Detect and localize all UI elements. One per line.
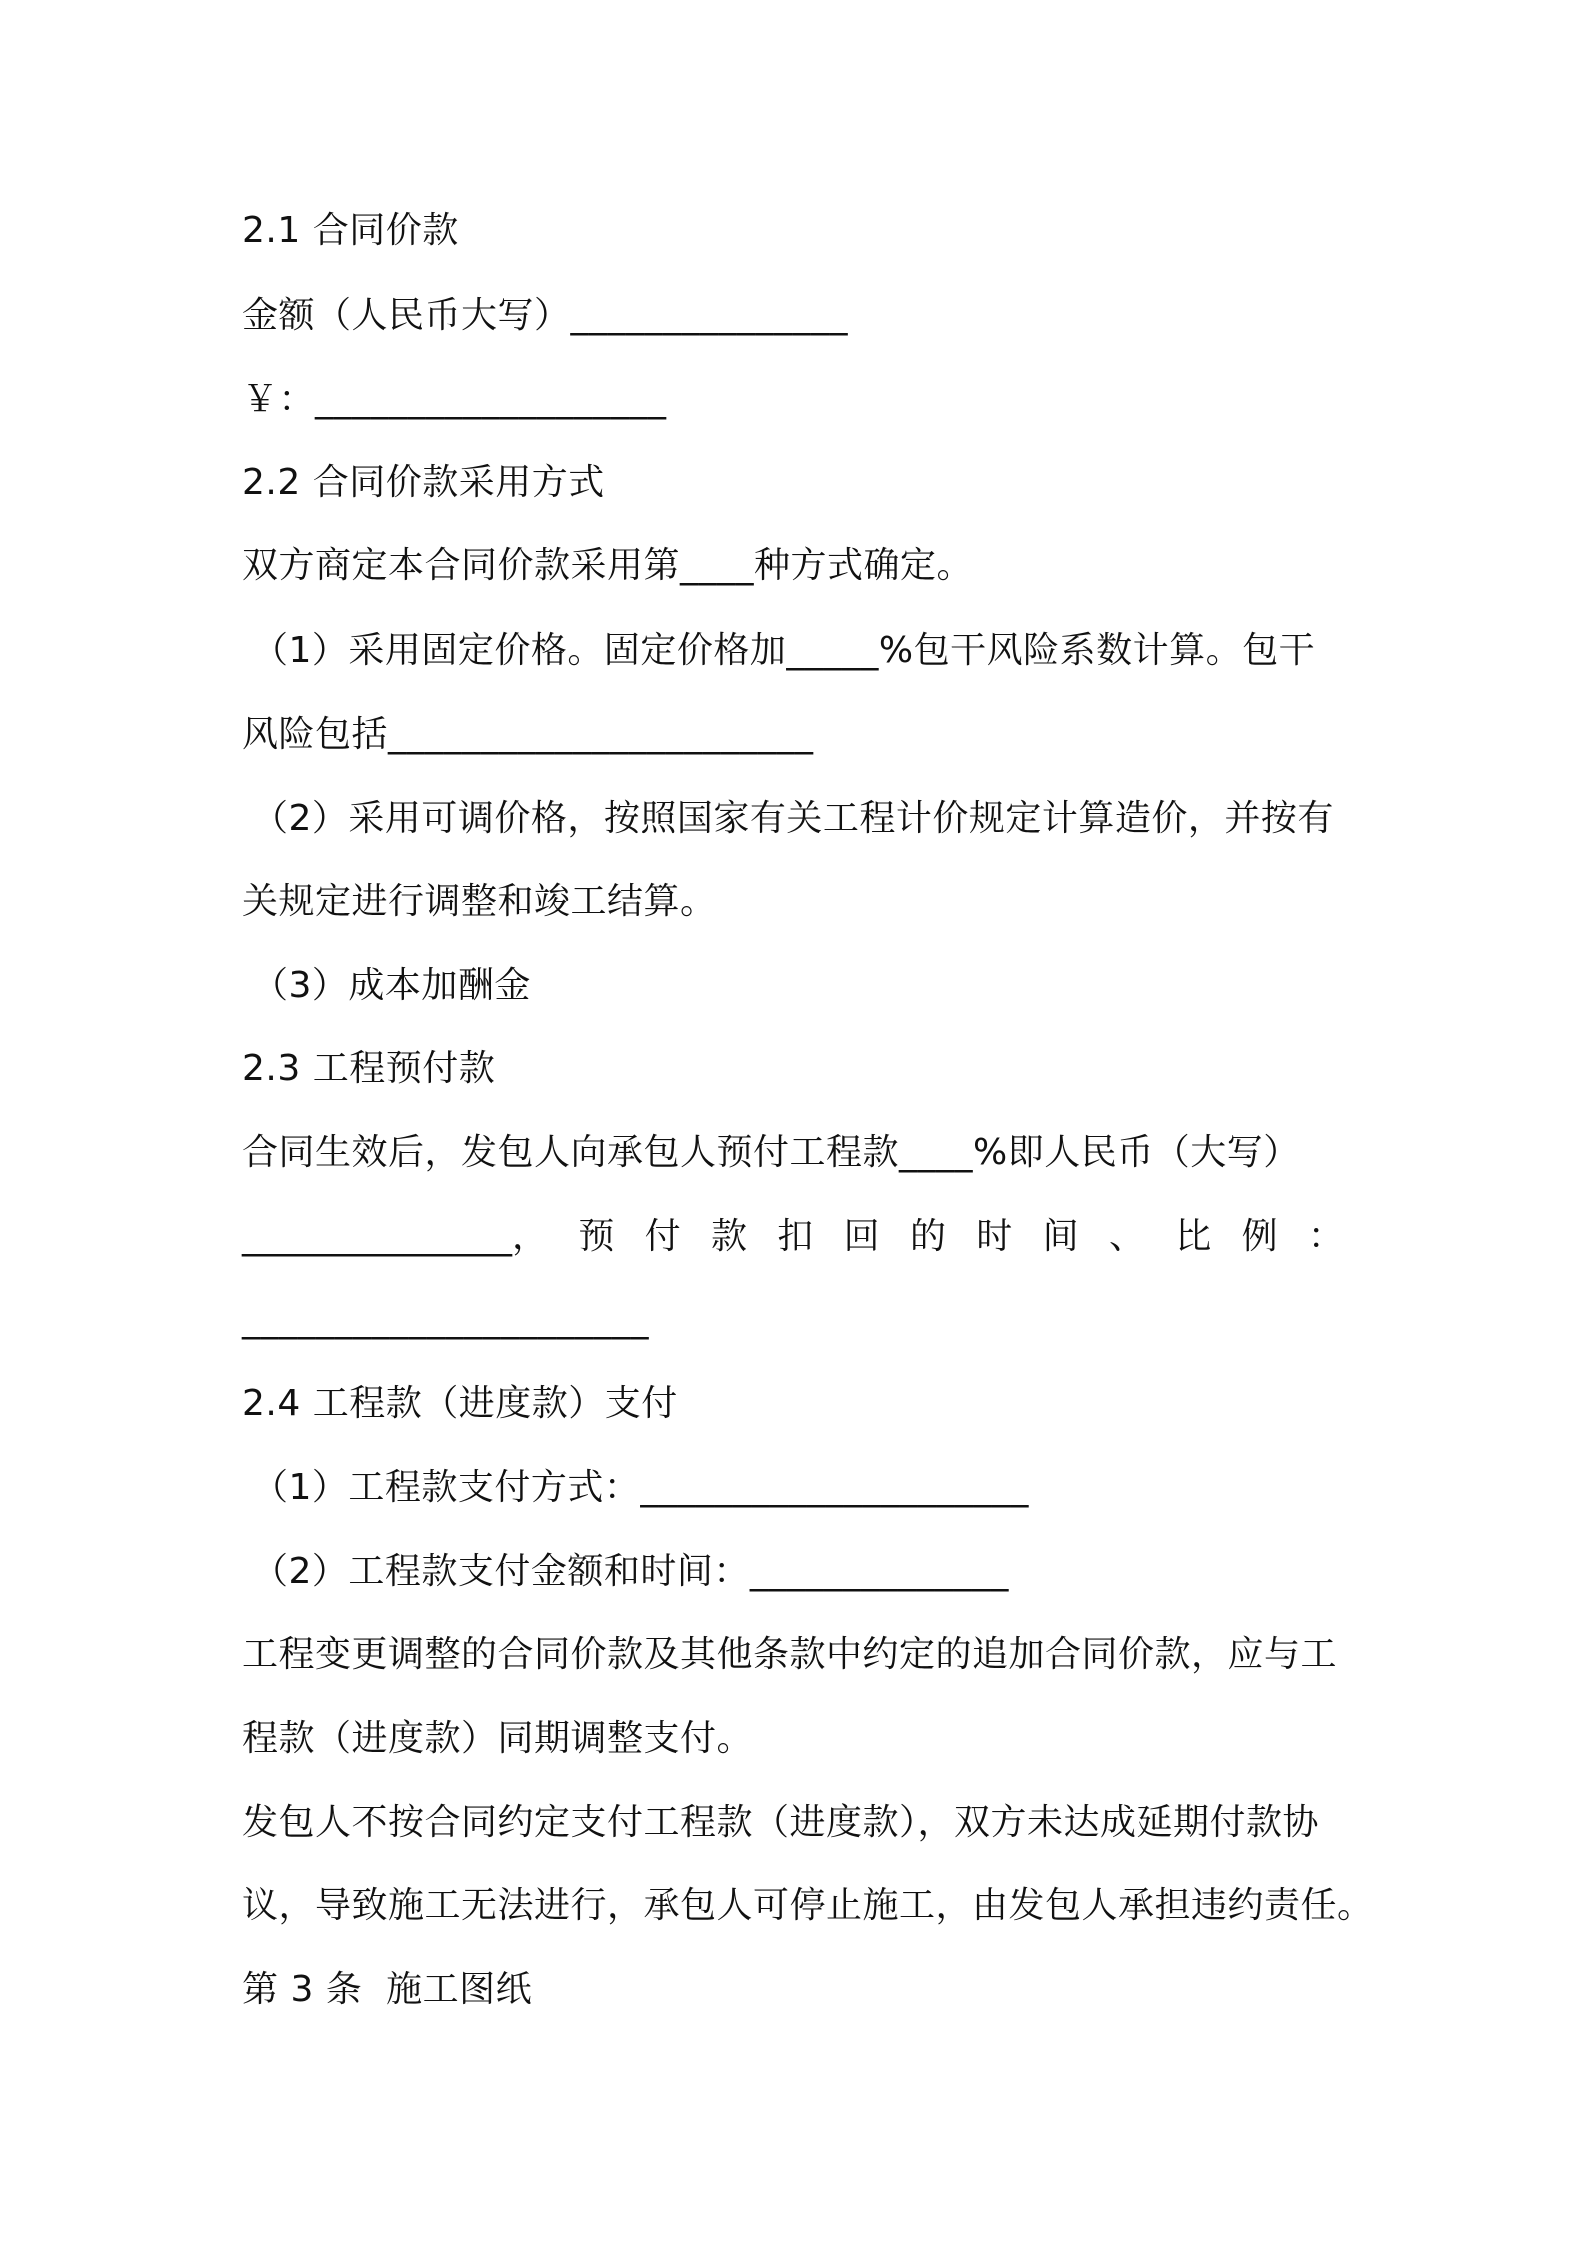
text-char: 预 <box>578 1216 615 1257</box>
payment-method-line: （1）工程款支付方式：_____________________ <box>252 1467 1029 1508</box>
option-2-line: （2）采用可调价格，按照国家有关工程计价规定计算造价，并按有 <box>252 798 1334 839</box>
change-adjustment-cont-line: 程款（进度款）同期调整支付。 <box>242 1718 754 1759</box>
prepayment-line: 合同生效后，发包人向承包人预付工程款____%即人民币（大写） <box>242 1132 1300 1173</box>
text-char: 扣 <box>777 1216 814 1257</box>
default-clause-line: 发包人不按合同约定支付工程款（进度款），双方未达成延期付款协 <box>242 1802 1320 1843</box>
option-1-line: （1）采用固定价格。固定价格加_____%包干风险系数计算。包干 <box>252 630 1316 671</box>
option-1-risk-line: 风险包括_______________________ <box>242 714 814 755</box>
text-char: ： <box>1307 1216 1344 1257</box>
amount-uppercase-line: 金额（人民币大写）_______________ <box>242 295 849 336</box>
text-char: 例 <box>1241 1216 1278 1257</box>
heading-2-4: 2.4 工程款（进度款）支付 <box>242 1383 678 1424</box>
deduction-blank-line: ______________________ <box>242 1299 649 1340</box>
payment-amount-line: （2）工程款支付金额和时间：______________ <box>252 1551 1009 1592</box>
text-char: 款 <box>710 1216 747 1257</box>
text-char: 、 <box>1108 1216 1145 1257</box>
option-3-line: （3）成本加酬金 <box>252 965 531 1006</box>
blank-field: _______________， <box>242 1216 548 1257</box>
heading-2-2: 2.2 合同价款采用方式 <box>242 462 605 503</box>
text-char: 回 <box>843 1216 880 1257</box>
heading-2-3: 2.3 工程预付款 <box>242 1048 496 1089</box>
text-char: 的 <box>909 1216 946 1257</box>
option-2-cont-line: 关规定进行调整和竣工结算。 <box>242 881 717 922</box>
prepayment-deduction-line <box>242 1213 1344 1261</box>
text-char: 比 <box>1175 1216 1212 1257</box>
amount-yen-line: ￥：___________________ <box>242 379 667 420</box>
change-adjustment-line: 工程变更调整的合同价款及其他条款中约定的追加合同价款，应与工 <box>242 1634 1338 1675</box>
text-char: 时 <box>976 1216 1013 1257</box>
heading-2-1: 2.1 合同价款 <box>242 210 459 251</box>
article-3-heading: 第 3 条 施工图纸 <box>242 1969 533 2010</box>
text-char: 付 <box>644 1216 681 1257</box>
price-method-line: 双方商定本合同价款采用第____种方式确定。 <box>242 545 974 586</box>
text-char: 间 <box>1042 1216 1079 1257</box>
default-clause-cont-line: 议，导致施工无法进行，承包人可停止施工，由发包人承担违约责任。 <box>242 1885 1374 1926</box>
